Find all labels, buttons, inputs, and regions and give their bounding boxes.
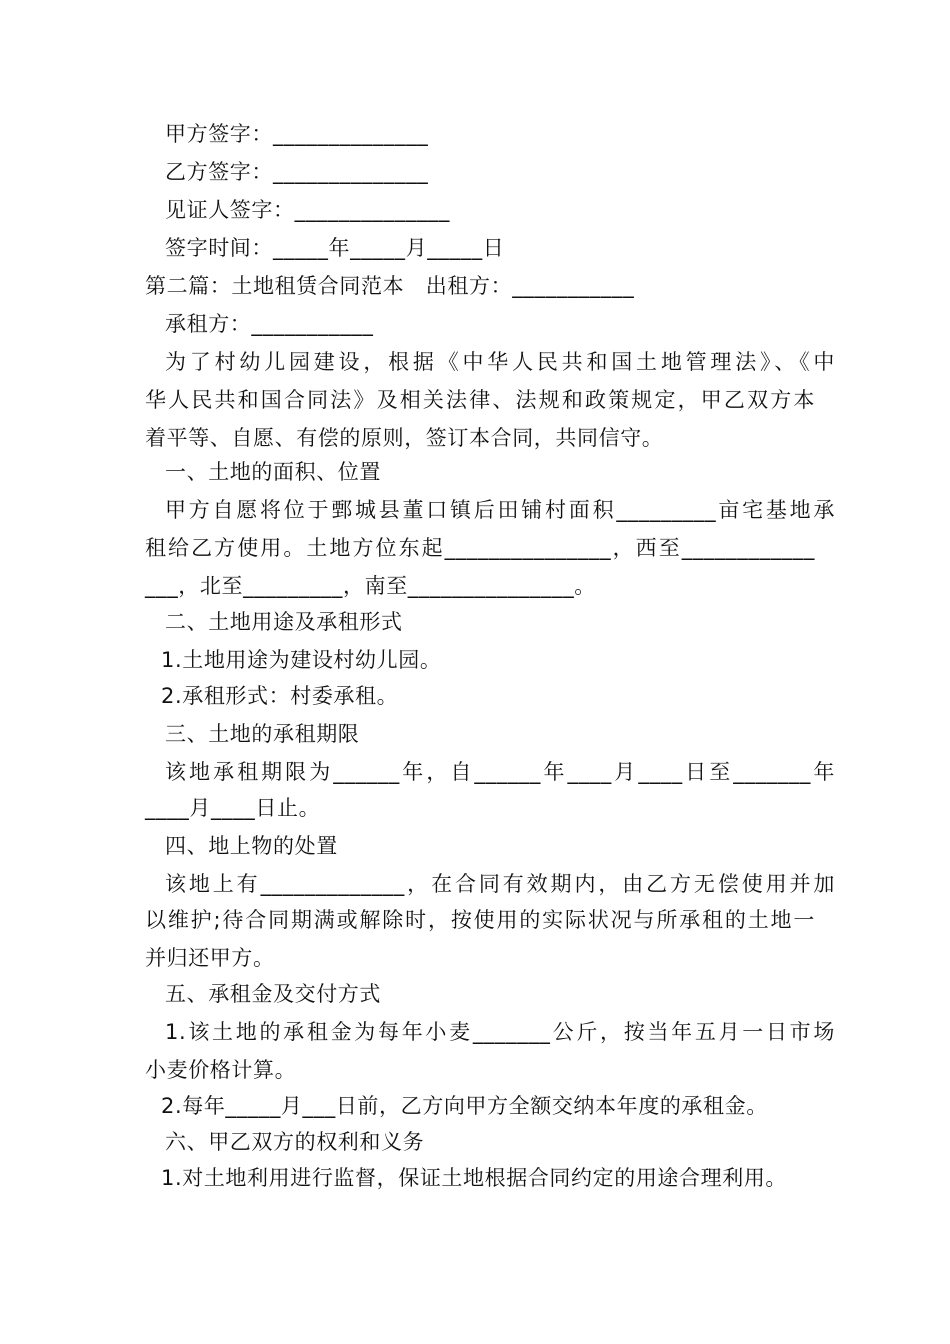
preamble-line-1: 为了村幼儿园建设，根据《中华人民共和国土地管理法》、《中 — [165, 350, 835, 374]
section-6-item-1: 1.对土地利用进行监督，保证土地根据合同约定的用途合理利用。 — [161, 1166, 788, 1190]
section-2-heading: 二、土地用途及承租形式 — [165, 610, 403, 634]
party-a-signature-line: 甲方签字：______________ — [165, 122, 429, 146]
section-2-item-2: 2.承租形式：村委承租。 — [161, 684, 399, 708]
section-5-item-1-line-1: 1.该土地的承租金为每年小麦_______公斤，按当年五月一日市场 — [165, 1020, 835, 1044]
section-1-heading: 一、土地的面积、位置 — [165, 460, 381, 484]
lessee-line: 承租方：___________ — [165, 312, 374, 336]
section-6-heading: 六、甲乙双方的权利和义务 — [165, 1130, 425, 1154]
preamble-line-2: 华人民共和国合同法》及相关法律、法规和政策规定，甲乙双方本 — [145, 388, 815, 412]
section-4-text-line-2: 以维护;待合同期满或解除时，按使用的实际状况与所承租的土地一 — [145, 908, 815, 932]
section-1-text-line-2: 租给乙方使用。土地方位东起_______________，西至____________ — [145, 536, 815, 560]
section-4-text-line-1: 该地上有_____________，在合同有效期内，由乙方无偿使用并加 — [165, 872, 835, 896]
preamble-line-3: 着平等、自愿、有偿的原则，签订本合同，共同信守。 — [145, 426, 664, 450]
section-2-item-1: 1.土地用途为建设村幼儿园。 — [161, 648, 442, 672]
section-1-text-line-1: 甲方自愿将位于鄄城县董口镇后田铺村面积_________亩宅基地承 — [165, 498, 835, 522]
section-3-text-line-1: 该地承租期限为______年，自______年____月____日至_______年 — [165, 760, 835, 784]
section-5-item-1-line-2: 小麦价格计算。 — [145, 1058, 297, 1082]
section-3-text-line-2: ____月____日止。 — [145, 796, 321, 820]
section-4-text-line-3: 并归还甲方。 — [145, 946, 275, 970]
signing-date-line: 签字时间：_____年_____月_____日 — [165, 236, 505, 260]
section-5-item-2: 2.每年_____月___日前，乙方向甲方全额交纳本年度的承租金。 — [161, 1094, 768, 1118]
party-b-signature-line: 乙方签字：______________ — [165, 160, 429, 184]
section-5-heading: 五、承租金及交付方式 — [165, 982, 381, 1006]
section-3-heading: 三、土地的承租期限 — [165, 722, 360, 746]
second-article-heading: 第二篇：土地租赁合同范本 出租方：___________ — [145, 274, 635, 298]
section-4-heading: 四、地上物的处置 — [165, 834, 338, 858]
section-1-text-line-3: ___，北至_________，南至_______________。 — [145, 574, 596, 598]
witness-signature-line: 见证人签字：______________ — [165, 198, 450, 222]
